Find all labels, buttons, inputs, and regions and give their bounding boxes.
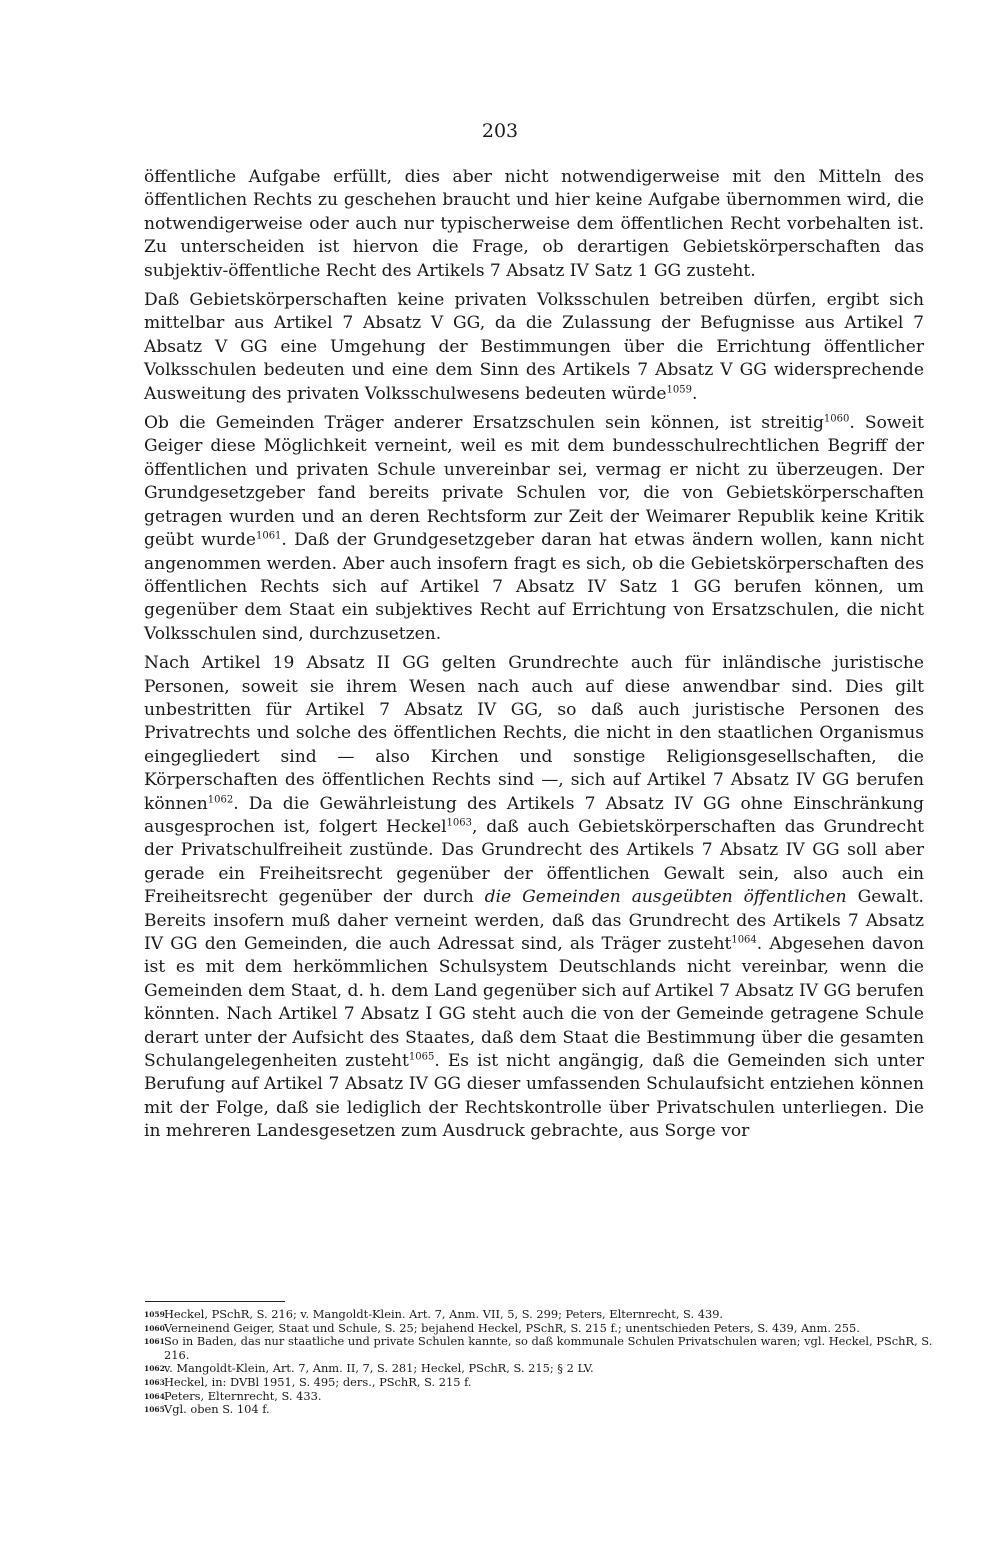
- footnote-text: Heckel, in: DVBl 1951, S. 495; ders., PSchR, S. 215 f.: [164, 1374, 472, 1389]
- footnote-reference: 1060: [823, 413, 850, 425]
- page-number: 203: [481, 120, 519, 142]
- footnote-text: v. Mangoldt-Klein, Art. 7, Anm. II, 7, S. 281; Heckel, PSchR, S. 215; § 2 LV.: [164, 1361, 594, 1376]
- paragraph-text: Ob die Gemeinden Träger anderer Ersatzschulen sein können, ist streitig: [144, 413, 824, 434]
- footnote-number: 1059: [144, 1310, 165, 1319]
- footnote: [144, 1362, 934, 1376]
- footnote: [144, 1390, 934, 1404]
- footnote-number: 1064: [144, 1391, 165, 1401]
- paragraph-text: Gewalt. Bereits insofern muß daher verneint werden, daß das Grundrecht des Artikels 7 Absatz IV GG den Gemeinden, die auch Adressat sind, als Träger zusteht: [144, 887, 924, 954]
- footnote-text: Heckel, PSchR, S. 216; v. Mangoldt-Klein. Art. 7, Anm. VII, 5, S. 299; Peters, Elternrecht, S. 439.: [164, 1307, 724, 1321]
- footnote: [144, 1403, 934, 1417]
- emphasized-text: die Gemeinden ausgeübten öffentlichen: [484, 887, 847, 908]
- footnote-number: 1065: [144, 1405, 165, 1415]
- footnote-text: Verneinend Geiger, Staat und Schule, S. 25; bejahend Heckel, PSchR, S. 215 f.; unentschieden Peters, S. 439, Anm. 255.: [164, 1320, 860, 1335]
- footnote-reference: 1065: [408, 1051, 435, 1063]
- body-text: [144, 166, 924, 1150]
- paragraph-text: . Da die Gewährleistung des Artikels 7 Absatz IV GG ohne Einschränkung ausgesprochen ist, folgert Heckel: [144, 793, 924, 837]
- footnotes: [144, 1308, 934, 1417]
- footnote: [144, 1335, 934, 1362]
- footnote-number: 1062: [144, 1364, 165, 1374]
- paragraph-text: Nach Artikel 19 Absatz II GG gelten Grundrechte auch für inländische juristische Personen, soweit sie ihrem Wesen nach auch auf diese anwendbar sind. Dies gilt unbestritten für Artikel 7 Absatz IV GG, so daß auch juristische Personen des Privatrechts und solche des öffentlichen Rechts, die nicht in den staatlichen Organismus eingegliedert sind — also Kirchen und sonstige Religionsgesellschaften, die Körperschaften des öffentlichen Rechts sind —, sich auf Artikel 7 Absatz IV GG berufen können: [144, 653, 924, 814]
- footnote: [144, 1376, 934, 1390]
- footnote-number: 1063: [144, 1377, 165, 1387]
- footnote: [144, 1308, 934, 1322]
- footnote-number: 1061: [144, 1337, 165, 1347]
- body-paragraph: [144, 652, 924, 1144]
- footnote-reference: 1062: [207, 793, 234, 805]
- paragraph-text: , daß auch Gebietskörperschaften das Grundrecht der Privatschulfreiheit zustünde. Das Grundrecht des Artikels 7 Absatz IV GG soll aber gerade ein Freiheitsrecht gegenüber der öffentlichen Gewalt sein, also auch ein Freiheitsrecht gegenüber der durch: [144, 816, 924, 908]
- footnote-separator: [145, 1301, 285, 1302]
- body-paragraph: [144, 166, 924, 283]
- paragraph-text: . Abgesehen davon ist es mit dem herkömmlichen Schulsystem Deutschlands nicht vereinbar, wenn die Gemeinden dem Staat, d. h. dem Land gegenüber sich auf Artikel 7 Absatz IV GG berufen könnten. Nach Artikel 7 Absatz I GG steht auch die von der Gemeinde getragene Schule derart unter der Aufsicht des Staates, daß dem Staat die Bestimmung über die gesamten Schulangelegenheiten zusteht: [144, 934, 924, 1072]
- paragraph-text: öffentliche Aufgabe erfüllt, dies aber nicht notwendigerweise mit den Mitteln des öffentlichen Rechts zu geschehen braucht und hier keine Aufgabe übernommen wird, die notwendigerweise oder auch nur typischerweise dem öffentlichen Recht vorbehalten ist. Zu unterscheiden ist hiervon die Frage, ob derartigen Gebietskörperschaften das subjektiv-öffentliche Recht des Artikels 7 Absatz IV Satz 1 GG zusteht.: [144, 167, 924, 281]
- paragraph-text: . Es ist nicht angängig, daß die Gemeinden sich unter Berufung auf Artikel 7 Absatz IV GG dieser umfassenden Schulaufsicht entziehen können mit der Folge, daß sie lediglich der Rechtskontrolle über Privatschulen unterliegen. Die in mehreren Landesgesetzen zum Ausdruck gebrachte, aus Sorge vor: [144, 1051, 924, 1142]
- footnote-text: Peters, Elternrecht, S. 433.: [164, 1388, 322, 1403]
- paragraph-text: .: [691, 383, 698, 404]
- body-paragraph: [144, 289, 924, 406]
- footnote-reference: 1059: [666, 383, 692, 395]
- body-paragraph: [144, 412, 924, 646]
- paragraph-text: . Daß der Grundgesetzgeber daran hat etwas ändern wollen, kann nicht angenommen werden. Aber auch insofern fragt es sich, ob die Gebietskörperschaften des öffentlichen Rechts sich auf Artikel 7 Absatz IV Satz 1 GG berufen können, um gegenüber dem Staat ein subjektives Recht auf Errichtung von Ersatzschulen, die nicht Volksschulen sind, durchzusetzen.: [144, 530, 924, 644]
- paragraph-text: . Soweit Geiger diese Möglichkeit verneint, weil es mit dem bundesschulrechtlichen Begriff der öffentlichen und privaten Schule unvereinbar sei, vermag er nicht zu überzeugen. Der Grundgesetzgeber fand bereits private Schulen vor, die von Gebietskörperschaften getragen wurden und an deren Rechtsform zur Zeit der Weimarer Republik keine Kritik geübt wurde: [144, 413, 924, 551]
- footnote-reference: 1061: [255, 530, 282, 542]
- paragraph-text: Daß Gebietskörperschaften keine privaten Volksschulen betreiben dürfen, ergibt sich mittelbar aus Artikel 7 Absatz V GG, da die Zulassung der Befugnisse aus Artikel 7 Absatz V GG eine Umgehung der Bestimmungen über die Errichtung öffentlicher Volksschulen bedeuten und eine dem Sinn des Artikels 7 Absatz V GG widersprechende Ausweitung des privaten Volksschulwesens bedeuten würde: [144, 290, 924, 404]
- footnote-text: So in Baden, das nur staatliche und private Schulen kannte, so daß kommunale Schulen Privatschulen waren; vgl. Heckel, PSchR, S. 216.: [164, 1334, 933, 1362]
- footnote-reference: 1063: [446, 817, 472, 829]
- footnote-number: 1060: [144, 1323, 165, 1333]
- footnote: [144, 1322, 934, 1336]
- footnote-text: Vgl. oben S. 104 f.: [164, 1402, 270, 1417]
- footnote-reference: 1064: [731, 934, 757, 946]
